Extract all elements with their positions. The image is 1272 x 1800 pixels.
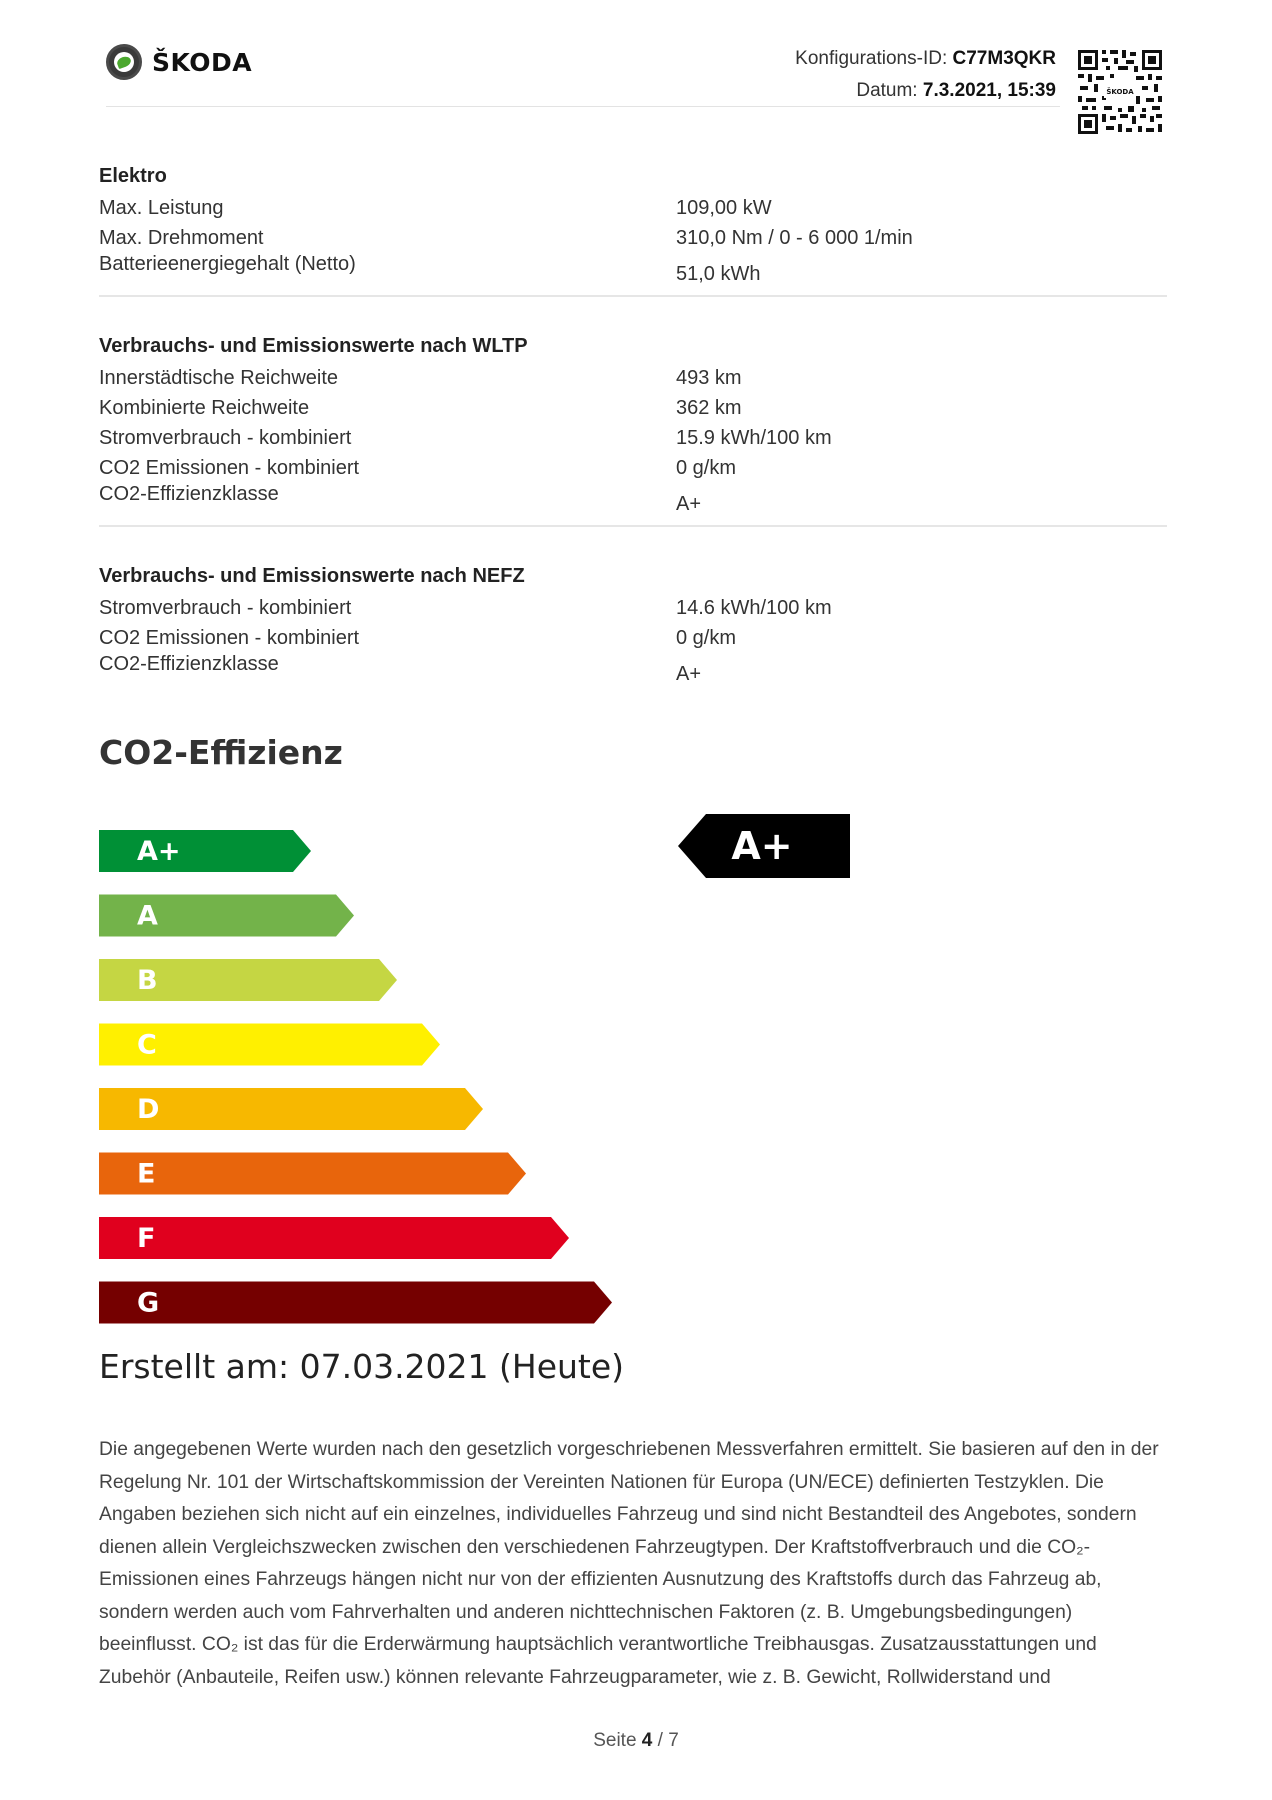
spec-value: 51,0 kWh (676, 263, 761, 285)
config-id-value: C77M3QKR (952, 48, 1056, 69)
date-value: 7.3.2021, 15:39 (922, 80, 1056, 101)
efficiency-class-g-bar (99, 1282, 612, 1324)
page-prefix: Seite (593, 1730, 637, 1751)
efficiency-scale (0, 800, 1272, 1340)
spec-value: A+ (676, 493, 702, 515)
brand-name: ŠKODA (152, 47, 253, 77)
spec-label: Stromverbrauch - kombiniert (99, 427, 352, 449)
section-title-nefz: Verbrauchs- und Emissionswerte nach NEFZ (99, 565, 525, 587)
efficiency-heading: CO2-Effizienz (99, 733, 343, 772)
spec-label: CO2 Emissionen - kombiniert (99, 627, 360, 649)
date-label: Datum: (856, 80, 918, 101)
efficiency-class-label: C (137, 1029, 157, 1061)
efficiency-class-label: D (137, 1094, 160, 1125)
efficiency-class-label: G (137, 1287, 160, 1319)
page-separator: / (657, 1730, 663, 1751)
spec-label: CO2-Effizienzklasse (99, 653, 279, 675)
spec-label: CO2 Emissionen - kombiniert (99, 457, 360, 479)
spec-value: 15.9 kWh/100 km (676, 427, 832, 449)
section-title-elektro: Elektro (99, 165, 167, 187)
qr-code-icon (1076, 48, 1164, 136)
qr-center-text: ŠKODA (1106, 88, 1134, 96)
spec-value: 362 km (676, 397, 742, 419)
header-divider (106, 106, 1060, 107)
efficiency-class-f-bar (99, 1217, 569, 1259)
spec-value: A+ (676, 663, 702, 685)
spec-value: 14.6 kWh/100 km (676, 597, 832, 619)
section-divider (99, 295, 1167, 297)
page-current: 4 (641, 1730, 653, 1751)
spec-label: Stromverbrauch - kombiniert (99, 597, 352, 619)
efficiency-class-label: A (137, 900, 158, 932)
config-id-line (700, 48, 1056, 70)
config-id-label: Konfigurations-ID: (795, 48, 948, 69)
spec-value: 0 g/km (676, 457, 737, 479)
section-divider (99, 525, 1167, 527)
spec-value: 493 km (676, 367, 742, 389)
page-number (0, 1730, 1272, 1752)
skoda-logo (106, 44, 252, 80)
efficiency-class-label: F (137, 1223, 156, 1254)
page-total: 7 (668, 1730, 679, 1751)
disclaimer-text: Die angegebenen Werte wurden nach den gesetzlich vorgeschriebenen Messverfahren ermittelt. Sie basieren auf den in der Regelung Nr. 101 der Wirtschaftskommission der Vereinten Nationen für Europa (UN/ECE) definierten Testzyklen. Die Angaben beziehen sich nicht auf ein einzelnes, individuelles Fahrzeug und sind nicht Bestandteil des Angebotes, sondern dienen allein Vergleichszwecken zwischen den verschiedenen Fahrzeugtypen. Der Kraftstoffverbrauch und die CO₂-Emissionen eines Fahrzeugs hängen nicht nur von der effizienten Ausnutzung des Kraftstoffs durch das Fahrzeug ab, sondern werden auch vom Fahrverhalten und anderen nichttechnischen Faktoren (z. B. Umgebungsbedingungen) beeinflusst. CO₂ ist das für die Erderwärmung hauptsächlich verantwortliche Treibhausgas. Zusatzausstattungen und Zubehör (Anbauteile, Reifen usw.) können relevante Fahrzeugparameter, wie z. B. Gewicht, Rollwiderstand und (99, 1439, 1159, 1688)
spec-label: Max. Drehmoment (99, 227, 264, 249)
spec-label: Kombinierte Reichweite (99, 397, 310, 419)
spec-value: 109,00 kW (676, 197, 772, 219)
efficiency-class-a-plus-bar (99, 830, 311, 872)
spec-value: 310,0 Nm / 0 - 6 000 1/min (676, 227, 913, 249)
spec-label: Max. Leistung (99, 197, 224, 219)
efficiency-class-e-bar (99, 1153, 526, 1195)
date-line (700, 80, 1056, 102)
created-date: Erstellt am: 07.03.2021 (Heute) (99, 1347, 625, 1386)
selected-class-label: A+ (731, 824, 793, 868)
spec-label: CO2-Effizienzklasse (99, 483, 279, 505)
section-title-wltp: Verbrauchs- und Emissionswerte nach WLTP (99, 335, 528, 357)
efficiency-class-label: E (137, 1158, 156, 1190)
skoda-logo-icon (106, 44, 142, 80)
spec-label: Innerstädtische Reichweite (99, 367, 339, 389)
spec-value: 0 g/km (676, 627, 737, 649)
efficiency-class-label: B (137, 965, 158, 996)
spec-label: Batterieenergiegehalt (Netto) (99, 253, 356, 275)
efficiency-class-label: A+ (137, 836, 181, 867)
